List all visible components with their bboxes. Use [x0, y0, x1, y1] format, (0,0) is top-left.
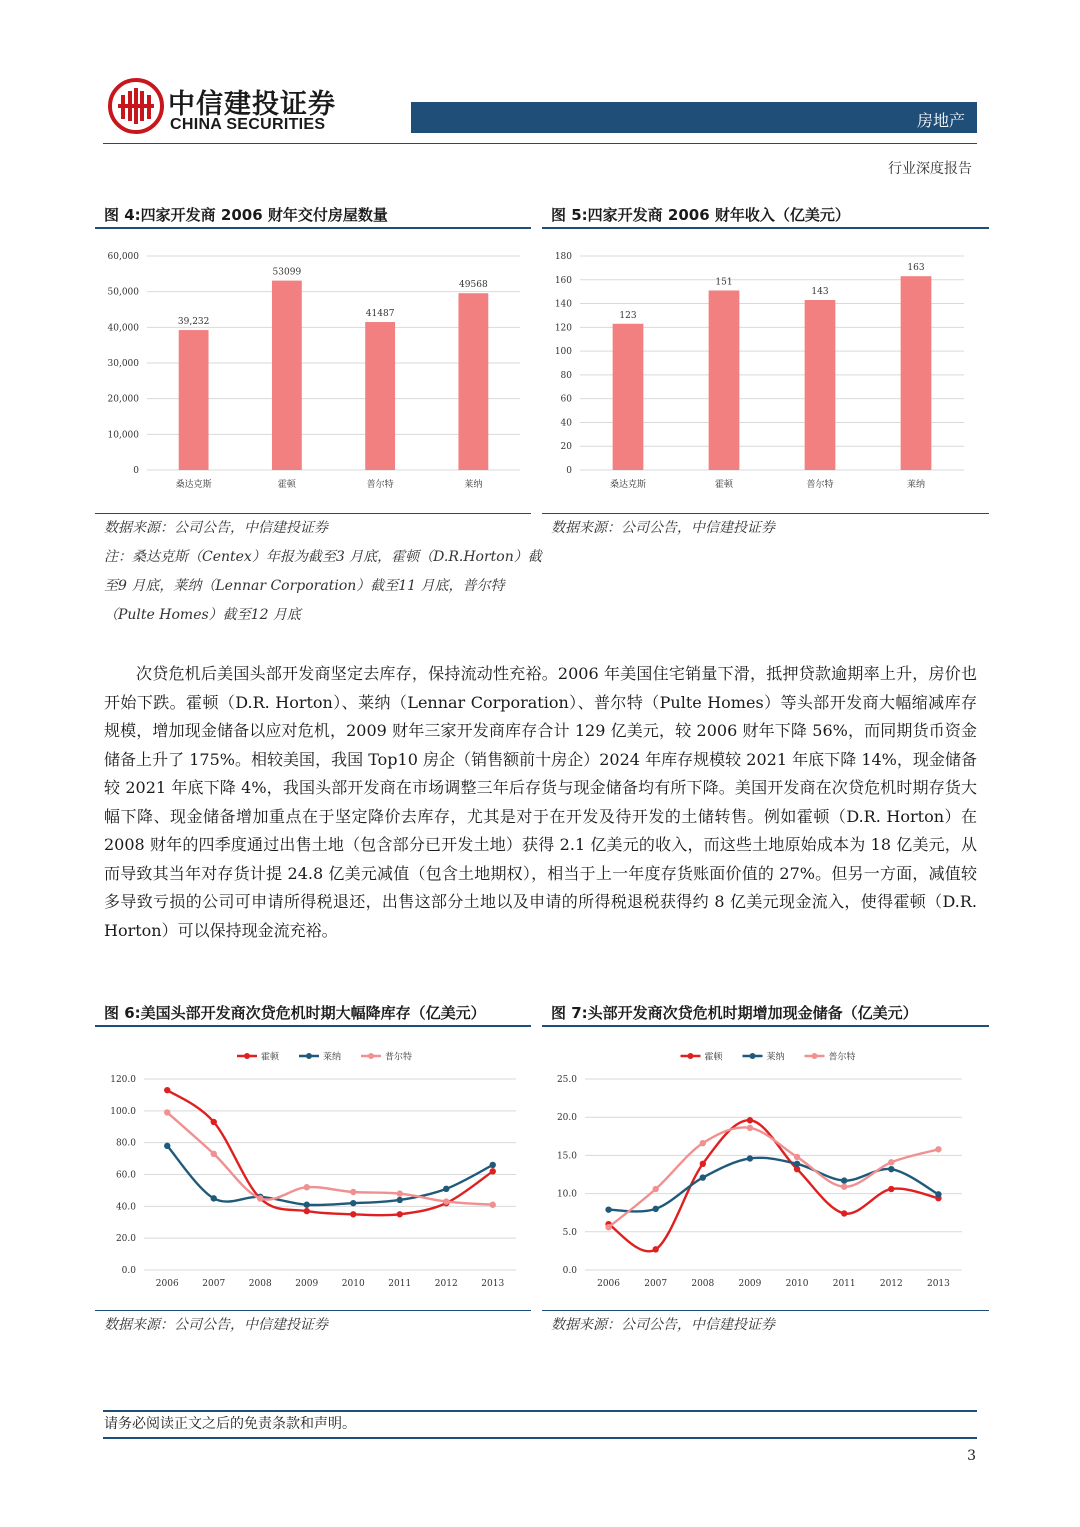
y-tick-label: 20.0: [115, 1234, 136, 1245]
data-point: [211, 1119, 217, 1125]
y-tick-label: 0: [133, 466, 139, 476]
y-tick-label: 5.0: [562, 1227, 577, 1238]
data-point: [935, 1191, 941, 1197]
data-point: [700, 1140, 706, 1146]
data-label: 39,232: [177, 317, 210, 328]
legend-label: 莱纳: [323, 1052, 342, 1063]
x-tick-label: 桑达克斯: [609, 480, 647, 490]
x-tick-label: 2007: [202, 1279, 226, 1289]
disclaimer-text: 请务必阅读正文之后的免责条款和声明。: [104, 1416, 356, 1432]
bar: [805, 300, 836, 470]
x-tick-label: 2008: [248, 1279, 272, 1289]
data-label: 143: [811, 286, 829, 297]
data-point: [888, 1166, 894, 1172]
bar: [365, 322, 395, 470]
brand-name-cn: 中信建投证券: [168, 89, 336, 120]
data-point: [164, 1109, 170, 1115]
data-point: [350, 1211, 356, 1217]
y-tick-label: 160: [554, 275, 572, 286]
figure-5-title: 图 5:四家开发商 2006 财年收入（亿美元）: [551, 206, 850, 224]
figure-6-top-rule: [95, 1025, 531, 1027]
y-tick-label: 140: [554, 299, 572, 310]
x-tick-label: 2010: [341, 1279, 365, 1289]
data-point: [841, 1177, 847, 1183]
data-label: 163: [907, 263, 925, 274]
y-tick-label: 50,000: [107, 287, 139, 298]
x-tick-label: 2009: [738, 1279, 762, 1289]
legend-label: 普尔特: [828, 1052, 856, 1063]
y-tick-label: 120.0: [110, 1075, 136, 1085]
x-tick-label: 2011: [388, 1279, 412, 1289]
data-point: [888, 1159, 894, 1165]
x-tick-label: 2006: [155, 1279, 179, 1289]
x-tick-label: 莱纳: [906, 480, 926, 490]
data-point: [257, 1195, 263, 1201]
data-point: [490, 1202, 496, 1208]
x-tick-label: 2010: [785, 1279, 809, 1289]
data-point: [490, 1162, 496, 1168]
data-point: [700, 1161, 706, 1167]
legend-label: 莱纳: [766, 1052, 785, 1063]
figure-6-line-chart: [95, 1040, 531, 1305]
bar: [458, 293, 488, 470]
data-point: [605, 1206, 611, 1212]
x-tick-label: 霍顿: [277, 480, 296, 490]
figure-7-source: 数据来源：公司公告，中信建投证券: [551, 1317, 775, 1333]
x-tick-label: 桑达克斯: [175, 480, 212, 490]
data-point: [211, 1195, 217, 1201]
footer-rule-bottom: [103, 1437, 977, 1439]
figure-7-top-rule: [542, 1025, 989, 1027]
bar: [179, 330, 209, 470]
figure-6-title: 图 6:美国头部开发商次贷危机时期大幅降库存（亿美元）: [104, 1004, 486, 1022]
x-tick-label: 2012: [879, 1279, 903, 1289]
x-tick-label: 2006: [597, 1279, 621, 1289]
x-tick-label: 2013: [926, 1279, 950, 1289]
figure-4-bar-chart: [95, 240, 531, 510]
sector-banner: [411, 102, 977, 133]
y-tick-label: 100.0: [110, 1106, 136, 1117]
y-tick-label: 40,000: [107, 323, 139, 334]
header-divider: [103, 143, 977, 144]
data-point: [747, 1125, 753, 1131]
legend-marker: [812, 1053, 818, 1059]
bar: [901, 276, 932, 470]
figure-4-note: 注：桑达克斯（Centex）年报为截至3 月底，霍顿（D.R.Horton）截至9 月底，莱纳（Lennar Corporation）截至11 月底，普尔特（Pulte Homes）截至12 月底: [104, 549, 542, 623]
figure-5-bar-chart: [542, 240, 989, 510]
figure-4-source: 数据来源：公司公告，中信建投证券: [104, 520, 328, 536]
x-tick-label: 2007: [644, 1279, 668, 1289]
bar: [613, 324, 644, 470]
x-tick-label: 2011: [832, 1279, 856, 1289]
data-point: [350, 1189, 356, 1195]
bar: [272, 281, 302, 470]
data-label: 151: [715, 277, 733, 288]
series-line-莱纳: [609, 1158, 939, 1212]
y-tick-label: 0: [566, 466, 572, 476]
data-point: [652, 1186, 658, 1192]
y-tick-label: 40.0: [115, 1202, 136, 1213]
y-tick-label: 60,000: [107, 252, 139, 262]
figure-4-top-rule: [95, 227, 531, 229]
data-point: [794, 1161, 800, 1167]
data-point: [443, 1198, 449, 1204]
legend-marker: [688, 1053, 694, 1059]
y-tick-label: 20: [560, 442, 572, 453]
x-tick-label: 2013: [481, 1279, 505, 1289]
data-point: [747, 1117, 753, 1123]
data-point: [888, 1186, 894, 1192]
y-tick-label: 120: [554, 323, 572, 334]
body-paragraph: 次贷危机后美国头部开发商坚定去库存，保持流动性充裕。2006 年美国住宅销量下滑，抵押贷款逾期率上升，房价也开始下跌。霍顿（D.R. Horton）、莱纳（Lennar Corporation）、普尔特（Pulte Homes）等头部开发商大幅缩减库存规模，增加现金储备以应对危机，2009 财年三家开发商库存合计 129 亿美元，较 2006 财年下降 56%，而同期货币资金储备上升了 175%。相较美国，我国 Top10 房企（销售额前十房企）2024 年库存规模较 2021 年底下降 14%，现金储备较 2021 年底下降 4%，我国头部开发商在市场调整三年后存货与现金储备均有所下降。美国开发商在次贷危机时期存货大幅下降、现金储备增加重点在于坚定降价去库存，尤其是对于在开发及待开发的土储转售。例如霍顿（D.R. Horton）在 2008 财年的四季度通过出售土地（包含部分已开发土地）获得 2.1 亿美元的收入，而这些土地原始成本为 18 亿美元，从而导致其当年对存货计提 24.8 亿美元减值（包含土地期权），相当于上一年度存货账面价值的 27%。但另一方面，减值较多导致亏损的公司可申请所得税退还，出售这部分土地以及申请的所得税退税获得约 8 亿美元现金流入，使得霍顿（D.R. Horton）可以保持现金流充裕。: [104, 664, 977, 940]
data-point: [397, 1197, 403, 1203]
x-tick-label: 普尔特: [806, 480, 834, 490]
x-tick-label: 2009: [295, 1279, 319, 1289]
y-tick-label: 10.0: [556, 1189, 577, 1200]
bar: [709, 290, 740, 470]
x-tick-label: 霍顿: [714, 480, 734, 490]
data-point: [652, 1246, 658, 1252]
data-point: [304, 1202, 310, 1208]
figure-7-title: 图 7:头部开发商次贷危机时期增加现金储备（亿美元）: [551, 1004, 918, 1022]
data-label: 123: [619, 310, 637, 321]
y-tick-label: 15.0: [556, 1151, 577, 1162]
data-label: 53099: [272, 267, 302, 278]
figure-5-source: 数据来源：公司公告，中信建投证券: [551, 520, 775, 536]
series-line-普尔特: [609, 1127, 939, 1227]
legend-label: 霍顿: [261, 1052, 280, 1063]
data-point: [652, 1206, 658, 1212]
y-tick-label: 25.0: [556, 1075, 577, 1085]
data-point: [794, 1154, 800, 1160]
y-tick-label: 40: [560, 418, 572, 429]
china-securities-logo-icon: [108, 78, 164, 134]
data-point: [605, 1224, 611, 1230]
y-tick-label: 80: [560, 370, 572, 381]
figure-7-line-chart: [542, 1040, 989, 1305]
data-point: [747, 1155, 753, 1161]
data-point: [490, 1168, 496, 1174]
data-point: [304, 1208, 310, 1214]
y-tick-label: 20,000: [107, 394, 139, 405]
legend-marker: [368, 1053, 374, 1059]
figure-5-top-rule: [542, 227, 989, 229]
legend-label: 普尔特: [385, 1052, 413, 1063]
y-tick-label: 80.0: [115, 1138, 136, 1149]
y-tick-label: 20.0: [556, 1113, 577, 1124]
y-tick-label: 0.0: [562, 1266, 577, 1276]
x-tick-label: 2012: [434, 1279, 458, 1289]
x-tick-label: 莱纳: [464, 480, 483, 490]
legend-label: 霍顿: [704, 1052, 723, 1063]
data-label: 41487: [365, 309, 395, 320]
footer-rule-top: [103, 1410, 977, 1412]
data-point: [443, 1186, 449, 1192]
data-label: 49568: [459, 280, 488, 291]
data-point: [397, 1190, 403, 1196]
y-tick-label: 60.0: [115, 1170, 136, 1181]
data-point: [841, 1210, 847, 1216]
y-tick-label: 100: [554, 347, 572, 358]
data-point: [304, 1184, 310, 1190]
y-tick-label: 10,000: [107, 430, 139, 441]
data-point: [164, 1087, 170, 1093]
legend-marker: [306, 1053, 312, 1059]
report-type: 行业深度报告: [888, 161, 972, 177]
data-point: [211, 1151, 217, 1157]
figure-6-source: 数据来源：公司公告，中信建投证券: [104, 1317, 328, 1333]
page-number: 3: [967, 1448, 976, 1464]
x-tick-label: 普尔特: [366, 480, 394, 490]
data-point: [350, 1200, 356, 1206]
x-tick-label: 2008: [691, 1279, 715, 1289]
y-tick-label: 180: [554, 252, 572, 262]
y-tick-label: 30,000: [107, 359, 139, 369]
data-point: [841, 1184, 847, 1190]
data-point: [700, 1174, 706, 1180]
y-tick-label: 0.0: [121, 1266, 136, 1276]
legend-marker: [750, 1053, 756, 1059]
legend-marker: [244, 1053, 250, 1059]
data-point: [935, 1146, 941, 1152]
sector-label: 房地产: [916, 111, 965, 130]
data-point: [397, 1211, 403, 1217]
figure-4-title: 图 4:四家开发商 2006 财年交付房屋数量: [104, 206, 388, 224]
brand-name-en: CHINA SECURITIES: [170, 116, 326, 133]
data-point: [164, 1143, 170, 1149]
y-tick-label: 60: [560, 394, 572, 405]
